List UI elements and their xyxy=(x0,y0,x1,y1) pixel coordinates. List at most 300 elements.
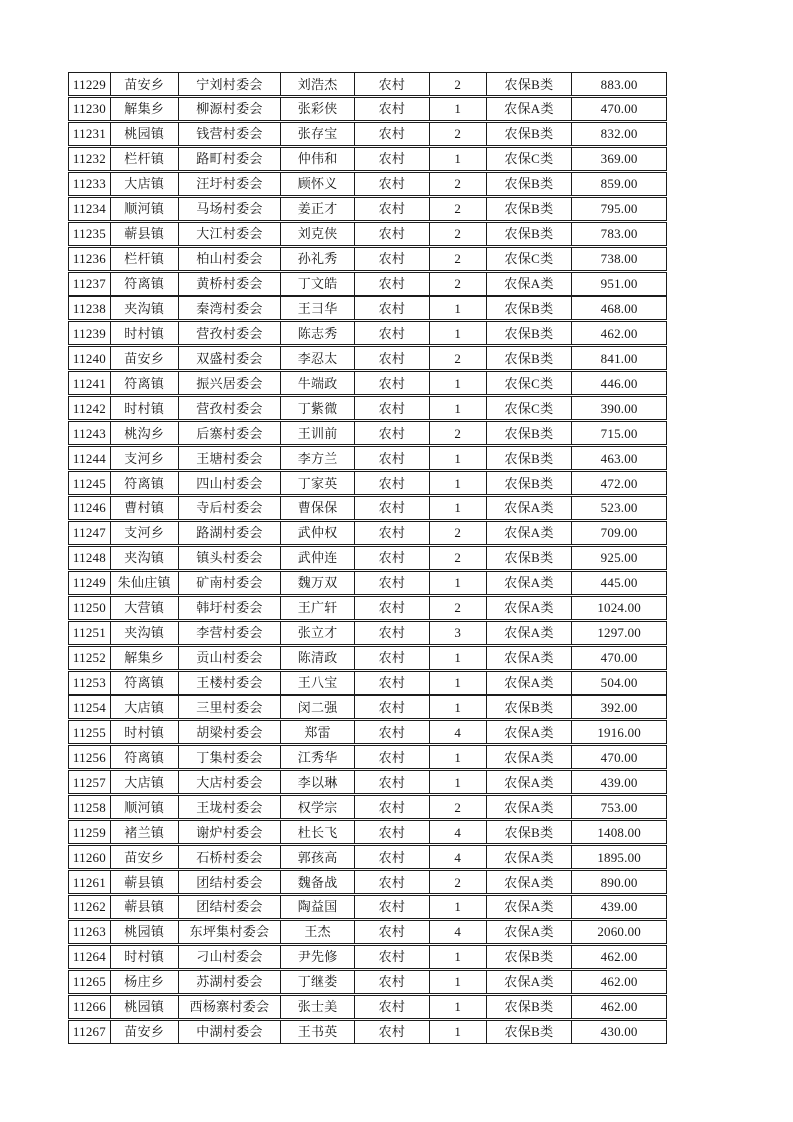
cell-town: 褚兰镇 xyxy=(111,821,179,843)
cell-insurance-type: 农保B类 xyxy=(487,1021,573,1043)
cell-amount: 753.00 xyxy=(600,799,638,815)
cell-town: 桃园镇 xyxy=(111,921,179,943)
cell-town: 桃园镇 xyxy=(111,996,179,1018)
cell-record-id: 11264 xyxy=(69,946,111,968)
cell-person-count: 1 xyxy=(430,148,487,170)
cell-insurance-type: 农保B类 xyxy=(487,123,573,145)
cell-town: 时村镇 xyxy=(111,397,179,419)
cell-insurance-type: 农保B类 xyxy=(487,73,573,95)
cell-record-id: 11238 xyxy=(69,297,111,319)
table-row xyxy=(68,471,667,495)
table-row xyxy=(68,995,667,1019)
table-row xyxy=(68,870,667,894)
table-row xyxy=(68,695,667,719)
cell-person-name: 陈志秀 xyxy=(281,322,355,344)
cell-residence-type: 农村 xyxy=(355,297,430,319)
cell-person-name: 尹先修 xyxy=(281,946,355,968)
cell-person-name: 魏万双 xyxy=(281,572,355,594)
cell-town: 苗安乡 xyxy=(111,846,179,868)
cell-person-count: 1 xyxy=(430,397,487,419)
cell-village-committee: 马场村委会 xyxy=(179,198,282,220)
cell-person-count: 1 xyxy=(430,696,487,718)
table-row xyxy=(68,720,667,744)
cell-insurance-type: 农保C类 xyxy=(487,397,573,419)
cell-village-committee: 营孜村委会 xyxy=(179,322,282,344)
cell-insurance-type: 农保A类 xyxy=(487,771,573,793)
cell-village-committee: 贡山村委会 xyxy=(179,647,282,669)
cell-village-committee: 四山村委会 xyxy=(179,472,282,494)
cell-person-count: 4 xyxy=(430,721,487,743)
cell-person-name: 李以琳 xyxy=(281,771,355,793)
cell-person-name: 孙礼秀 xyxy=(281,248,355,270)
cell-person-name: 李方兰 xyxy=(281,447,355,469)
cell-village-committee: 柏山村委会 xyxy=(179,248,282,270)
cell-record-id: 11231 xyxy=(69,123,111,145)
cell-village-committee: 大江村委会 xyxy=(179,223,282,245)
cell-person-name: 曹保保 xyxy=(281,497,355,519)
cell-residence-type: 农村 xyxy=(355,771,430,793)
cell-record-id: 11229 xyxy=(69,73,111,95)
cell-person-name: 郑雷 xyxy=(281,721,355,743)
cell-person-count: 4 xyxy=(430,846,487,868)
cell-residence-type: 农村 xyxy=(355,223,430,245)
cell-record-id: 11260 xyxy=(69,846,111,868)
cell-record-id: 11241 xyxy=(69,372,111,394)
cell-person-name: 王书英 xyxy=(281,1021,355,1043)
table-row xyxy=(68,122,667,146)
cell-town: 朱仙庄镇 xyxy=(111,572,179,594)
cell-residence-type: 农村 xyxy=(355,248,430,270)
cell-insurance-type: 农保A类 xyxy=(487,971,573,993)
cell-residence-type: 农村 xyxy=(355,497,430,519)
cell-record-id: 11251 xyxy=(69,622,111,644)
cell-residence-type: 农村 xyxy=(355,397,430,419)
cell-insurance-type: 农保B类 xyxy=(487,472,573,494)
cell-amount: 795.00 xyxy=(600,201,638,217)
cell-amount: 369.00 xyxy=(600,151,638,167)
cell-record-id: 11255 xyxy=(69,721,111,743)
cell-person-count: 2 xyxy=(430,248,487,270)
cell-residence-type: 农村 xyxy=(355,647,430,669)
cell-person-count: 2 xyxy=(430,796,487,818)
cell-residence-type: 农村 xyxy=(355,273,430,295)
cell-village-committee: 营孜村委会 xyxy=(179,397,282,419)
table-row xyxy=(68,621,667,645)
cell-insurance-type: 农保A类 xyxy=(487,597,573,619)
cell-person-count: 1 xyxy=(430,771,487,793)
cell-village-committee: 团结村委会 xyxy=(179,896,282,918)
cell-residence-type: 农村 xyxy=(355,347,430,369)
cell-person-count: 2 xyxy=(430,522,487,544)
table-row xyxy=(68,795,667,819)
cell-person-name: 丁文皓 xyxy=(281,273,355,295)
cell-amount: 470.00 xyxy=(600,650,638,666)
cell-person-count: 1 xyxy=(430,98,487,120)
cell-village-committee: 汪圩村委会 xyxy=(179,173,282,195)
table-row xyxy=(68,247,667,271)
table-row xyxy=(68,197,667,221)
cell-insurance-type: 农保B类 xyxy=(487,223,573,245)
cell-residence-type: 农村 xyxy=(355,946,430,968)
cell-town: 桃园镇 xyxy=(111,123,179,145)
cell-residence-type: 农村 xyxy=(355,472,430,494)
cell-town: 符离镇 xyxy=(111,372,179,394)
cell-amount: 462.00 xyxy=(600,949,638,965)
cell-insurance-type: 农保A类 xyxy=(487,98,573,120)
cell-amount: 446.00 xyxy=(600,375,638,391)
cell-insurance-type: 农保B类 xyxy=(487,422,573,444)
cell-village-committee: 胡梁村委会 xyxy=(179,721,282,743)
cell-amount: 859.00 xyxy=(600,176,638,192)
cell-amount: 439.00 xyxy=(600,899,638,915)
cell-record-id: 11240 xyxy=(69,347,111,369)
cell-town: 苗安乡 xyxy=(111,73,179,95)
cell-town: 大店镇 xyxy=(111,696,179,718)
cell-person-count: 1 xyxy=(430,497,487,519)
cell-person-count: 2 xyxy=(430,597,487,619)
table-row xyxy=(68,97,667,121)
cell-village-committee: 刁山村委会 xyxy=(179,946,282,968)
cell-insurance-type: 农保A类 xyxy=(487,796,573,818)
cell-record-id: 11233 xyxy=(69,173,111,195)
cell-town: 时村镇 xyxy=(111,946,179,968)
cell-village-committee: 黄桥村委会 xyxy=(179,273,282,295)
cell-residence-type: 农村 xyxy=(355,921,430,943)
cell-village-committee: 中湖村委会 xyxy=(179,1021,282,1043)
table-row xyxy=(68,72,667,96)
table-row xyxy=(68,371,667,395)
cell-person-name: 姜正才 xyxy=(281,198,355,220)
cell-amount: 1895.00 xyxy=(597,849,641,865)
cell-residence-type: 农村 xyxy=(355,672,430,694)
cell-record-id: 11232 xyxy=(69,148,111,170)
cell-amount: 463.00 xyxy=(600,450,638,466)
cell-village-committee: 宁刘村委会 xyxy=(179,73,282,95)
cell-village-committee: 李营村委会 xyxy=(179,622,282,644)
cell-person-name: 魏备战 xyxy=(281,871,355,893)
cell-insurance-type: 农保B类 xyxy=(487,347,573,369)
cell-town: 苗安乡 xyxy=(111,347,179,369)
cell-village-committee: 振兴居委会 xyxy=(179,372,282,394)
cell-record-id: 11244 xyxy=(69,447,111,469)
cell-person-name: 丁家英 xyxy=(281,472,355,494)
cell-person-count: 1 xyxy=(430,322,487,344)
cell-person-count: 4 xyxy=(430,821,487,843)
cell-residence-type: 农村 xyxy=(355,73,430,95)
cell-record-id: 11250 xyxy=(69,597,111,619)
cell-amount: 430.00 xyxy=(600,1024,638,1040)
insurance-records-table xyxy=(68,72,667,1045)
cell-amount: 2060.00 xyxy=(597,924,641,940)
cell-village-committee: 镇头村委会 xyxy=(179,547,282,569)
cell-village-committee: 寺后村委会 xyxy=(179,497,282,519)
cell-person-name: 李忍太 xyxy=(281,347,355,369)
cell-residence-type: 农村 xyxy=(355,971,430,993)
cell-record-id: 11256 xyxy=(69,746,111,768)
cell-village-committee: 三里村委会 xyxy=(179,696,282,718)
cell-town: 大店镇 xyxy=(111,173,179,195)
cell-amount: 470.00 xyxy=(600,749,638,765)
cell-person-count: 1 xyxy=(430,1021,487,1043)
cell-village-committee: 团结村委会 xyxy=(179,871,282,893)
cell-person-count: 1 xyxy=(430,971,487,993)
cell-person-name: 权学宗 xyxy=(281,796,355,818)
cell-person-name: 王彐华 xyxy=(281,297,355,319)
cell-person-name: 陶益国 xyxy=(281,896,355,918)
cell-residence-type: 农村 xyxy=(355,173,430,195)
cell-village-committee: 柳源村委会 xyxy=(179,98,282,120)
cell-insurance-type: 农保A类 xyxy=(487,846,573,868)
cell-person-count: 1 xyxy=(430,647,487,669)
table-row xyxy=(68,296,667,320)
cell-amount: 883.00 xyxy=(600,76,638,92)
cell-residence-type: 农村 xyxy=(355,123,430,145)
cell-town: 杨庄乡 xyxy=(111,971,179,993)
cell-residence-type: 农村 xyxy=(355,447,430,469)
cell-residence-type: 农村 xyxy=(355,871,430,893)
cell-amount: 468.00 xyxy=(600,300,638,316)
cell-record-id: 11247 xyxy=(69,522,111,544)
cell-person-name: 张存宝 xyxy=(281,123,355,145)
cell-village-committee: 苏湖村委会 xyxy=(179,971,282,993)
cell-village-committee: 大店村委会 xyxy=(179,771,282,793)
cell-residence-type: 农村 xyxy=(355,821,430,843)
cell-person-name: 武仲权 xyxy=(281,522,355,544)
cell-person-count: 1 xyxy=(430,572,487,594)
table-row xyxy=(68,147,667,171)
cell-insurance-type: 农保A类 xyxy=(487,647,573,669)
cell-town: 符离镇 xyxy=(111,273,179,295)
cell-record-id: 11258 xyxy=(69,796,111,818)
cell-town: 蕲县镇 xyxy=(111,223,179,245)
cell-amount: 472.00 xyxy=(600,475,638,491)
cell-residence-type: 农村 xyxy=(355,846,430,868)
table-row xyxy=(68,1020,667,1044)
cell-insurance-type: 农保A类 xyxy=(487,572,573,594)
cell-person-name: 顾怀义 xyxy=(281,173,355,195)
cell-amount: 462.00 xyxy=(600,974,638,990)
cell-village-committee: 钱营村委会 xyxy=(179,123,282,145)
cell-residence-type: 农村 xyxy=(355,796,430,818)
cell-insurance-type: 农保B类 xyxy=(487,198,573,220)
cell-residence-type: 农村 xyxy=(355,696,430,718)
table-row xyxy=(68,646,667,670)
cell-record-id: 11254 xyxy=(69,696,111,718)
cell-village-committee: 东坪集村委会 xyxy=(179,921,282,943)
cell-village-committee: 矿南村委会 xyxy=(179,572,282,594)
table-row xyxy=(68,820,667,844)
cell-person-count: 2 xyxy=(430,198,487,220)
cell-residence-type: 农村 xyxy=(355,198,430,220)
cell-person-count: 2 xyxy=(430,173,487,195)
cell-person-name: 王杰 xyxy=(281,921,355,943)
cell-village-committee: 石桥村委会 xyxy=(179,846,282,868)
cell-person-name: 张立才 xyxy=(281,622,355,644)
cell-person-count: 2 xyxy=(430,73,487,95)
cell-insurance-type: 农保B类 xyxy=(487,173,573,195)
cell-person-name: 郭孩高 xyxy=(281,846,355,868)
table-row xyxy=(68,496,667,520)
cell-village-committee: 谢炉村委会 xyxy=(179,821,282,843)
cell-record-id: 11266 xyxy=(69,996,111,1018)
cell-amount: 738.00 xyxy=(600,251,638,267)
cell-person-count: 2 xyxy=(430,223,487,245)
cell-town: 苗安乡 xyxy=(111,1021,179,1043)
cell-record-id: 11237 xyxy=(69,273,111,295)
cell-person-count: 1 xyxy=(430,672,487,694)
cell-insurance-type: 农保C类 xyxy=(487,248,573,270)
cell-insurance-type: 农保A类 xyxy=(487,273,573,295)
cell-village-committee: 丁集村委会 xyxy=(179,746,282,768)
cell-residence-type: 农村 xyxy=(355,547,430,569)
cell-insurance-type: 农保C类 xyxy=(487,372,573,394)
cell-amount: 715.00 xyxy=(600,425,638,441)
cell-record-id: 11242 xyxy=(69,397,111,419)
cell-residence-type: 农村 xyxy=(355,372,430,394)
cell-town: 解集乡 xyxy=(111,98,179,120)
cell-person-count: 1 xyxy=(430,996,487,1018)
cell-village-committee: 秦湾村委会 xyxy=(179,297,282,319)
table-row xyxy=(68,521,667,545)
cell-person-count: 1 xyxy=(430,946,487,968)
cell-record-id: 11257 xyxy=(69,771,111,793)
table-row xyxy=(68,571,667,595)
cell-record-id: 11263 xyxy=(69,921,111,943)
cell-amount: 925.00 xyxy=(600,550,638,566)
table-row xyxy=(68,222,667,246)
cell-person-count: 1 xyxy=(430,472,487,494)
table-row xyxy=(68,272,667,296)
cell-record-id: 11246 xyxy=(69,497,111,519)
cell-person-count: 1 xyxy=(430,447,487,469)
cell-person-count: 2 xyxy=(430,871,487,893)
cell-village-committee: 王垅村委会 xyxy=(179,796,282,818)
cell-town: 蕲县镇 xyxy=(111,896,179,918)
cell-person-name: 王广轩 xyxy=(281,597,355,619)
cell-town: 桃沟乡 xyxy=(111,422,179,444)
cell-person-name: 江秀华 xyxy=(281,746,355,768)
cell-person-name: 牛端政 xyxy=(281,372,355,394)
cell-insurance-type: 农保B类 xyxy=(487,696,573,718)
cell-amount: 1297.00 xyxy=(597,625,641,641)
cell-person-name: 闵二强 xyxy=(281,696,355,718)
cell-person-name: 武仲连 xyxy=(281,547,355,569)
table-row xyxy=(68,745,667,769)
cell-amount: 392.00 xyxy=(600,699,638,715)
cell-town: 夹沟镇 xyxy=(111,547,179,569)
cell-person-name: 陈清政 xyxy=(281,647,355,669)
table-row xyxy=(68,671,667,695)
cell-village-committee: 韩圩村委会 xyxy=(179,597,282,619)
cell-insurance-type: 农保B类 xyxy=(487,547,573,569)
cell-amount: 439.00 xyxy=(600,774,638,790)
cell-village-committee: 双盛村委会 xyxy=(179,347,282,369)
cell-record-id: 11267 xyxy=(69,1021,111,1043)
cell-amount: 462.00 xyxy=(600,999,638,1015)
cell-town: 曹村镇 xyxy=(111,497,179,519)
cell-person-count: 2 xyxy=(430,547,487,569)
cell-amount: 709.00 xyxy=(600,525,638,541)
cell-village-committee: 后寨村委会 xyxy=(179,422,282,444)
cell-amount: 951.00 xyxy=(600,276,638,291)
cell-insurance-type: 农保A类 xyxy=(487,522,573,544)
cell-person-name: 刘克侠 xyxy=(281,223,355,245)
cell-town: 符离镇 xyxy=(111,672,179,694)
cell-amount: 1408.00 xyxy=(597,824,641,840)
cell-insurance-type: 农保A类 xyxy=(487,672,573,694)
cell-town: 顺河镇 xyxy=(111,198,179,220)
cell-town: 顺河镇 xyxy=(111,796,179,818)
table-row xyxy=(68,770,667,794)
cell-village-committee: 王塘村委会 xyxy=(179,447,282,469)
cell-record-id: 11230 xyxy=(69,98,111,120)
cell-residence-type: 农村 xyxy=(355,721,430,743)
table-row xyxy=(68,845,667,869)
cell-residence-type: 农村 xyxy=(355,746,430,768)
cell-insurance-type: 农保A类 xyxy=(487,921,573,943)
cell-residence-type: 农村 xyxy=(355,996,430,1018)
cell-person-name: 王八宝 xyxy=(281,672,355,694)
cell-residence-type: 农村 xyxy=(355,597,430,619)
cell-residence-type: 农村 xyxy=(355,572,430,594)
cell-village-committee: 路湖村委会 xyxy=(179,522,282,544)
cell-town: 支河乡 xyxy=(111,447,179,469)
cell-record-id: 11234 xyxy=(69,198,111,220)
cell-record-id: 11245 xyxy=(69,472,111,494)
cell-town: 夹沟镇 xyxy=(111,297,179,319)
cell-residence-type: 农村 xyxy=(355,622,430,644)
cell-person-count: 3 xyxy=(430,622,487,644)
cell-person-name: 杜长飞 xyxy=(281,821,355,843)
cell-insurance-type: 农保A类 xyxy=(487,622,573,644)
cell-record-id: 11252 xyxy=(69,647,111,669)
table-row xyxy=(68,421,667,445)
cell-town: 时村镇 xyxy=(111,721,179,743)
cell-person-count: 2 xyxy=(430,347,487,369)
cell-person-name: 仲伟和 xyxy=(281,148,355,170)
cell-amount: 390.00 xyxy=(600,400,638,416)
cell-record-id: 11253 xyxy=(69,672,111,694)
cell-record-id: 11235 xyxy=(69,223,111,245)
cell-insurance-type: 农保B类 xyxy=(487,447,573,469)
cell-amount: 523.00 xyxy=(600,500,638,516)
cell-person-name: 丁紫微 xyxy=(281,397,355,419)
cell-residence-type: 农村 xyxy=(355,322,430,344)
cell-town: 支河乡 xyxy=(111,522,179,544)
cell-person-count: 1 xyxy=(430,896,487,918)
cell-insurance-type: 农保A类 xyxy=(487,721,573,743)
table-row xyxy=(68,172,667,196)
cell-person-count: 1 xyxy=(430,297,487,319)
cell-town: 大营镇 xyxy=(111,597,179,619)
cell-record-id: 11265 xyxy=(69,971,111,993)
cell-town: 符离镇 xyxy=(111,746,179,768)
cell-insurance-type: 农保A类 xyxy=(487,746,573,768)
cell-town: 夹沟镇 xyxy=(111,622,179,644)
cell-record-id: 11239 xyxy=(69,322,111,344)
cell-town: 栏杆镇 xyxy=(111,248,179,270)
cell-town: 符离镇 xyxy=(111,472,179,494)
cell-insurance-type: 农保B类 xyxy=(487,322,573,344)
cell-insurance-type: 农保C类 xyxy=(487,148,573,170)
table-row xyxy=(68,546,667,570)
cell-town: 大店镇 xyxy=(111,771,179,793)
cell-amount: 1916.00 xyxy=(597,724,641,740)
cell-record-id: 11259 xyxy=(69,821,111,843)
cell-insurance-type: 农保A类 xyxy=(487,871,573,893)
cell-amount: 462.00 xyxy=(600,325,638,341)
cell-insurance-type: 农保A类 xyxy=(487,497,573,519)
